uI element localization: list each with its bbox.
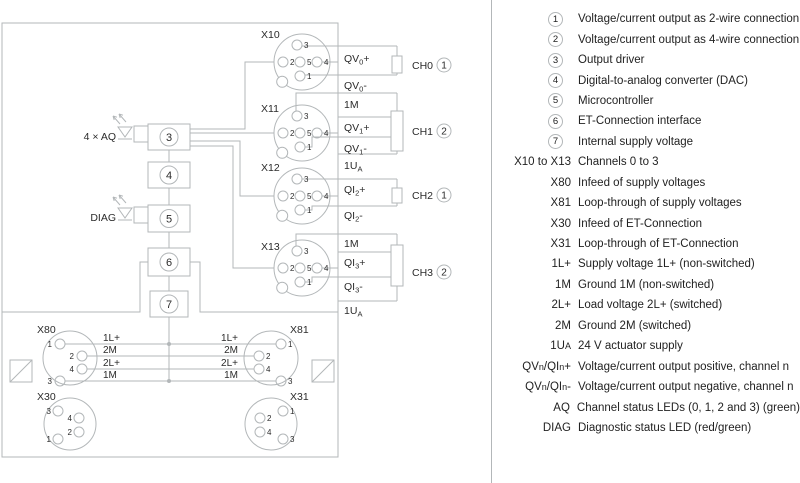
svg-text:QV1+: $QV_1+$ [344,122,370,136]
channel-ch3 [412,265,451,279]
load-ch0 [392,46,402,75]
legend-row: 2 Voltage/current output as 4-wire connection [491,29,800,49]
svg-text:4: 4 [324,264,329,273]
svg-text:7: 7 [165,299,173,311]
svg-text:2: 2 [290,192,295,201]
svg-text:X10: X10 [261,29,280,41]
svg-text:3: 3 [304,41,309,50]
legend-row: 2M Ground 2M (switched) [555,319,692,332]
load-ch1 [391,93,403,154]
legend-row: AQ Channel status LEDs (0, 1, 2 and 3) (green) [553,401,800,414]
svg-text:QI2+: $QI_2+$ [344,184,366,198]
legend-row: 1U A 24 V actuator supply [550,340,683,353]
svg-text:4: 4 [324,58,329,67]
svg-text:1: 1 [290,407,295,416]
svg-text:2L+: 2L+ [221,358,238,369]
load-ch3 [391,234,403,301]
svg-text:1: 1 [307,143,312,152]
svg-text:5: 5 [307,192,312,201]
ref-7-badge: 7 [548,134,563,149]
svg-text:X30: X30 [37,391,56,403]
connector-x13 [261,234,397,301]
svg-text:5: 5 [165,213,173,226]
legend-row: X81 Loop-through of supply voltages [550,197,742,210]
svg-text:1: 1 [307,278,312,287]
svg-text:CH2: CH2 [412,190,434,202]
ref-1-badge: 1 [548,12,563,27]
svg-text:X81: X81 [290,324,309,336]
legend-row: DIAG Diagnostic status LED (red/green) [542,421,752,434]
svg-text:4: 4 [266,365,271,374]
svg-text:1: 1 [307,72,312,81]
svg-text:2: 2 [267,414,272,423]
svg-text:3: 3 [288,377,293,386]
svg-text:1: 1 [307,206,312,215]
svg-text:1UA: $1U_A$ [344,160,363,174]
svg-text:2: 2 [290,58,295,67]
channel-ch0 [412,58,451,72]
legend-row: X30 Infeed of ET-Connection [550,217,703,230]
svg-text:CH3: CH3 [412,267,434,279]
legend-row: 3 Output driver [491,50,800,70]
svg-text:1UA: $1U_A$ [344,305,363,319]
legend-row: QV n /QI n - Voltage/current output negative, channel n [525,381,794,394]
svg-text:4: 4 [324,192,329,201]
legend-row: 1L+ Supply voltage 1L+ (non-switched) [551,258,755,271]
legend-row: 6 ET-Connection interface [491,111,800,131]
svg-text:1M: 1M [344,99,359,111]
earth-symbol-left [10,360,32,382]
svg-text:5: 5 [307,129,312,138]
legend-row: 1 Voltage/current output as 2-wire connection [491,9,800,29]
connector-x10 [261,29,397,90]
legend-row: 2L+ Load voltage 2L+ (switched) [551,299,723,312]
ref-2-badge: 2 [548,32,563,47]
svg-text:X11: X11 [261,103,279,115]
earth-symbol-right [312,360,334,382]
svg-text:4: 4 [267,428,272,437]
svg-text:5: 5 [307,58,312,67]
svg-text:2: 2 [441,126,447,138]
svg-text:6: 6 [165,257,173,269]
ref-5-badge: 5 [548,93,563,108]
legend-row: X80 Infeed of supply voltages [550,176,706,189]
svg-text:1M: 1M [224,370,238,381]
block-et-interface [148,248,190,276]
svg-text:QV0+: $QV_0+$ [344,53,370,67]
svg-text:3: 3 [165,132,173,144]
connector-x31 [245,391,309,450]
legend-row: 7 Internal supply voltage [491,132,800,152]
svg-text:1: 1 [441,60,447,72]
svg-text:QV1-: $QV_1-$ [344,143,367,157]
svg-text:2L+: 2L+ [103,358,120,369]
legend-row: 1M Ground 1M (non-switched) [555,278,715,291]
svg-text:2M: 2M [103,345,117,356]
svg-text:1: 1 [47,340,52,349]
svg-text:3: 3 [290,435,295,444]
connector-x12 [261,162,397,224]
svg-text:4: 4 [67,414,72,423]
svg-text:1: 1 [46,435,51,444]
diag-led-label: DIAG [90,212,116,224]
svg-text:2: 2 [290,264,295,273]
channel-ch1 [412,124,451,138]
svg-text:CH1: CH1 [412,126,434,138]
svg-text:3: 3 [304,112,309,121]
load-ch2 [392,179,402,206]
svg-text:1: 1 [441,190,447,202]
connector-x80 [37,324,97,386]
svg-text:2: 2 [266,352,271,361]
svg-text:X31: X31 [290,391,309,403]
svg-text:2: 2 [441,267,447,279]
connector-x30 [37,391,96,450]
svg-text:2: 2 [69,352,74,361]
svg-text:X12: X12 [261,162,280,174]
connector-x81 [244,324,309,386]
svg-text:4: 4 [324,129,329,138]
svg-text:3: 3 [304,175,309,184]
diag-led-icon [113,195,148,223]
connector-x11 [261,93,397,161]
svg-text:3: 3 [47,377,52,386]
svg-text:X13: X13 [261,241,280,253]
legend-row: X31 Loop-through of ET-Connection [550,238,739,251]
aq-led-label: 4 × AQ [83,131,116,143]
legend-row: 5 Microcontroller [491,91,800,111]
block-dac [148,162,190,188]
svg-text:1M: 1M [344,238,359,250]
svg-text:3: 3 [304,247,309,256]
svg-text:3: 3 [46,407,51,416]
svg-text:5: 5 [307,264,312,273]
svg-text:X80: X80 [37,324,56,336]
ref-4-badge: 4 [548,73,563,88]
block-microcontroller [148,205,190,232]
aq-led-icon [113,114,148,142]
channel-ch2 [412,188,451,202]
svg-text:QV0-: $QV_0-$ [344,80,367,94]
legend [491,9,800,438]
svg-text:2: 2 [67,428,72,437]
svg-text:1: 1 [288,340,293,349]
svg-text:2: 2 [290,129,295,138]
legend-row: 4 Digital-to-analog converter (DAC) [491,70,800,90]
svg-text:QI3-: $QI_3-$ [344,281,363,295]
block-internal-supply [150,291,188,317]
svg-text:1M: 1M [103,370,117,381]
svg-text:CH0: CH0 [412,60,434,72]
svg-text:2M: 2M [224,345,238,356]
svg-text:QI2-: $QI_2-$ [344,210,363,224]
svg-text:4: 4 [165,170,173,182]
svg-text:4: 4 [69,365,74,374]
legend-row: QV n /QI n + Voltage/current output positive, channel n [522,360,789,373]
svg-text:1L+: 1L+ [221,333,238,344]
svg-text:1L+: 1L+ [103,333,120,344]
block-output-driver [148,124,190,150]
svg-text:QI3+: $QI_3+$ [344,257,366,271]
ref-3-badge: 3 [548,53,563,68]
ref-6-badge: 6 [548,114,563,129]
legend-row: X10 to X13 Channels 0 to 3 [514,156,659,169]
